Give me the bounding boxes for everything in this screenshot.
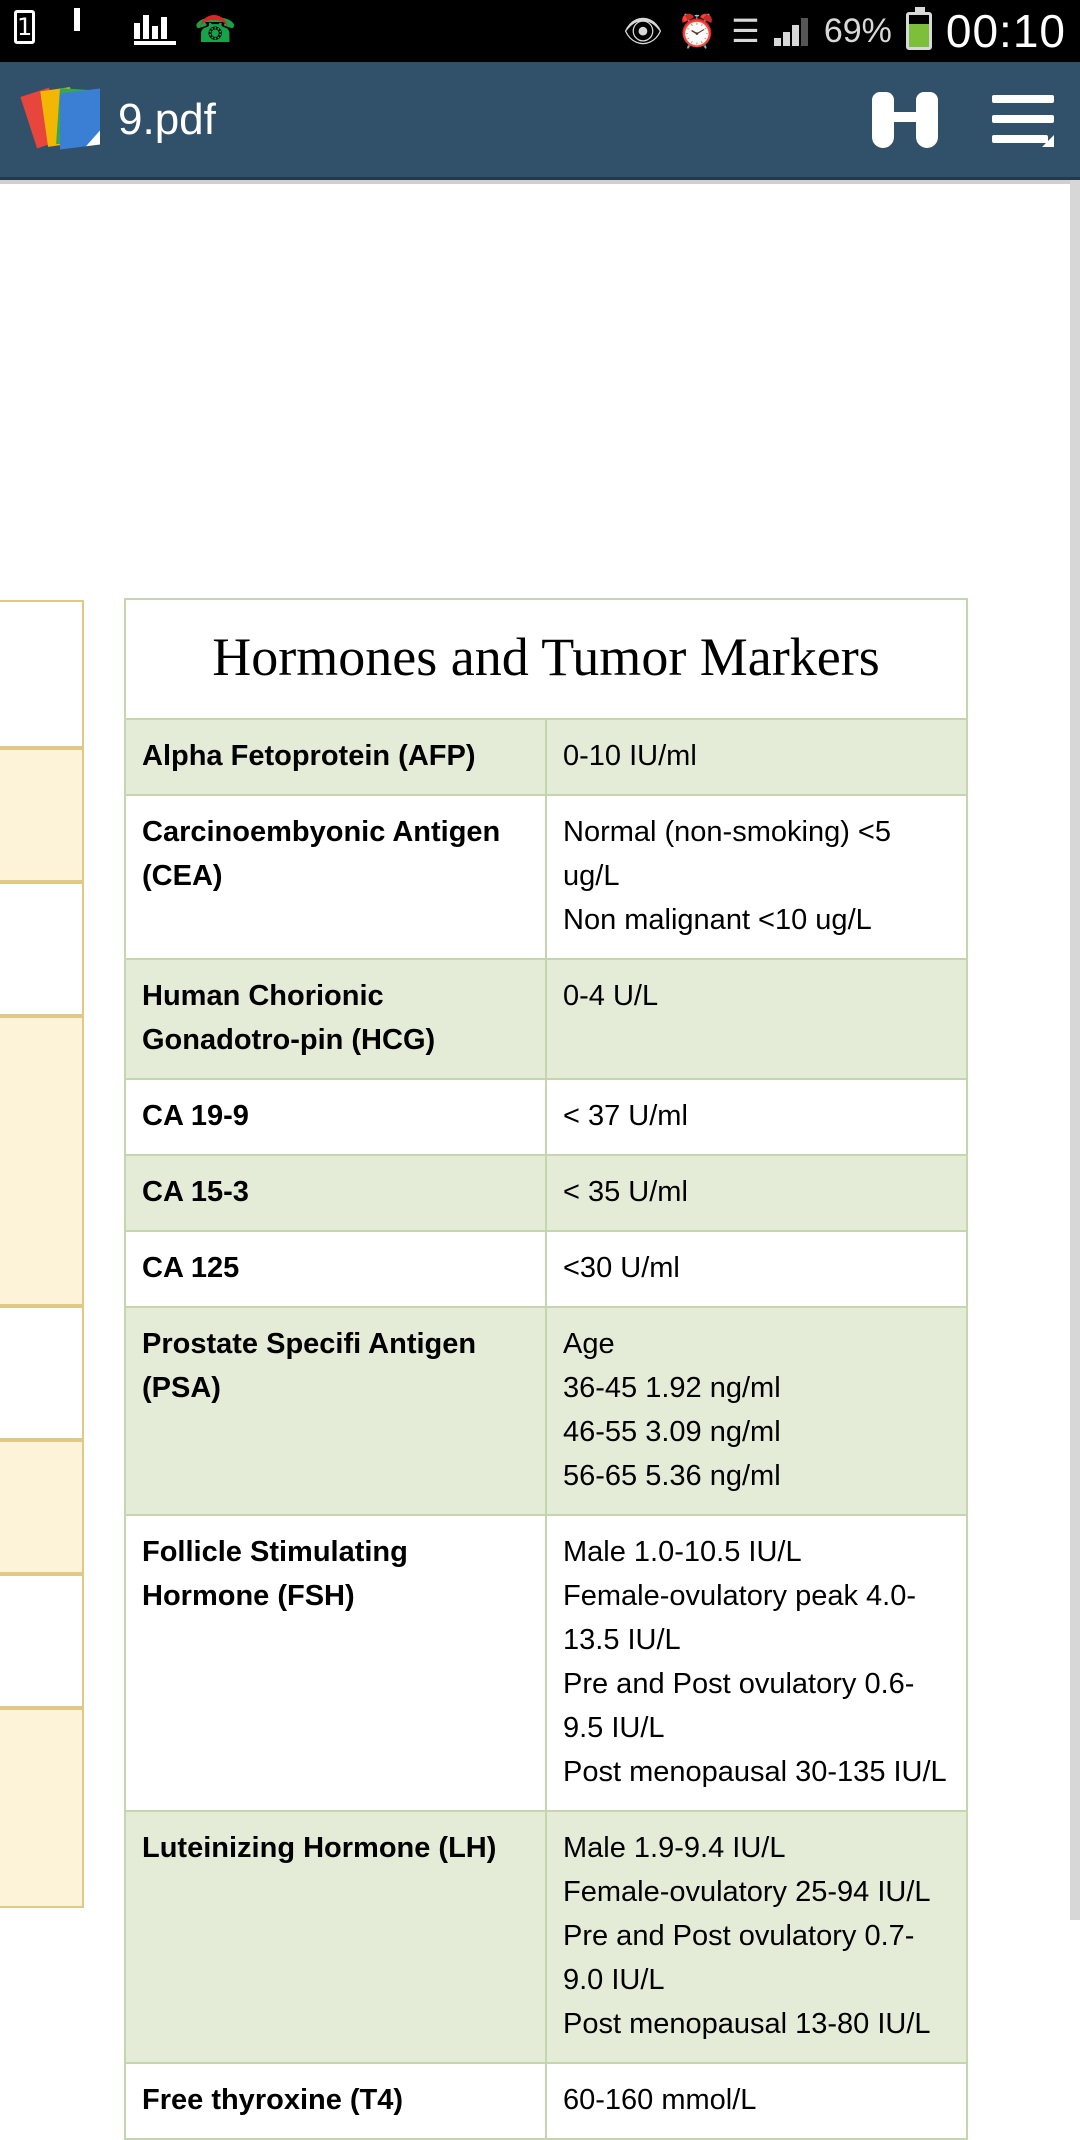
status-bar-left-icons [14, 11, 238, 51]
page-right-edge [1070, 180, 1080, 1920]
missed-call-icon: ☎ [194, 11, 237, 51]
analyte-name-cell: Luteinizing Hormone (LH) [125, 1811, 546, 2063]
status-bar [0, 0, 1080, 62]
reference-range-line: Pre and Post ovulatory 0.7-9.0 IU/L [563, 1920, 915, 1996]
alarm-icon: ⏰ [677, 12, 718, 50]
binoculars-icon[interactable] [872, 92, 938, 148]
analyte-name-cell: Carcinoembyonic Antigen (CEA) [125, 795, 546, 959]
analyte-name-cell: CA 19-9 [125, 1079, 546, 1155]
analyte-name-cell: Alpha Fetoprotein (AFP) [125, 719, 546, 795]
reference-range-line: Female-ovulatory peak 4.0-13.5 IU/L [563, 1580, 916, 1656]
reference-range-cell [546, 1155, 967, 1231]
table-row [125, 1155, 967, 1231]
list-item [0, 600, 84, 748]
reference-range-line: Pre and Post ovulatory 0.6-9.5 IU/L [563, 1668, 915, 1744]
table-row [125, 959, 967, 1079]
reference-range-cell [546, 1515, 967, 1811]
list-item [0, 748, 84, 882]
reference-range-line: < 35 U/ml [563, 1176, 688, 1208]
reference-range-line: Non malignant <10 ug/L [563, 904, 872, 936]
table-row [125, 1811, 967, 2063]
reference-range-line: Post menopausal 13-80 IU/L [563, 2008, 931, 2040]
page-top-edge [0, 180, 1070, 184]
table-row [125, 1515, 967, 1811]
reference-range-line: Post menopausal 30-135 IU/L [563, 1756, 947, 1788]
analyte-name-cell: Prostate Specifi Antigen (PSA) [125, 1307, 546, 1515]
reference-range-cell [546, 2063, 967, 2139]
reference-range-line: 60-160 mmol/L [563, 2084, 757, 2116]
document-title: 9.pdf [118, 94, 216, 144]
wifi-icon: ☰ [731, 12, 760, 50]
reference-range-cell [546, 719, 967, 795]
reference-range-line: 36-45 1.92 ng/ml [563, 1372, 781, 1404]
list-item [0, 1440, 84, 1574]
table-row [125, 1079, 967, 1155]
analyte-name-cell: Human Chorionic Gonadotro-pin (HCG) [125, 959, 546, 1079]
reference-range-line: <30 U/ml [563, 1252, 680, 1284]
table-row [125, 719, 967, 795]
app-bar [0, 62, 1080, 180]
reference-range-cell [546, 1079, 967, 1155]
signal-icon [774, 16, 810, 46]
reference-range-line: Female-ovulatory 25-94 IU/L [563, 1876, 931, 1908]
pdf-page-viewport[interactable] [0, 180, 1080, 2116]
reference-range-line: < 37 U/ml [563, 1100, 688, 1132]
list-item [0, 1306, 84, 1440]
app-bar-actions [872, 92, 1054, 148]
reference-range-line: Male 1.9-9.4 IU/L [563, 1832, 786, 1864]
table-row [125, 795, 967, 959]
menu-icon[interactable] [992, 95, 1054, 145]
table-row [125, 2063, 967, 2139]
sim-1-icon: 1 [14, 11, 58, 51]
reference-range-line: Normal (non-smoking) <5 ug/L [563, 816, 891, 892]
table-title: Hormones and Tumor Markers [125, 599, 967, 719]
table-title-row [125, 599, 967, 719]
analyte-name-cell: Free thyroxine (T4) [125, 2063, 546, 2139]
equalizer-icon [134, 11, 178, 51]
reference-range-line: 56-65 5.36 ng/ml [563, 1460, 781, 1492]
pdf-reader-logo-icon [26, 83, 104, 157]
reference-range-line: 0-4 U/L [563, 980, 659, 1012]
reference-range-cell [546, 959, 967, 1079]
analyte-name-cell: Follicle Stimulating Hormone (FSH) [125, 1515, 546, 1811]
table-row [125, 1307, 967, 1515]
status-bar-right-icons [623, 4, 1066, 58]
reference-range-line: Age [563, 1328, 615, 1360]
list-item [0, 1574, 84, 1708]
reference-range-line: 46-55 3.09 ng/ml [563, 1416, 781, 1448]
reference-range-line: Male 1.0-10.5 IU/L [563, 1536, 802, 1568]
status-bar-clock: 00:10 [945, 5, 1066, 57]
battery-percent: 69% [823, 11, 892, 50]
list-item [0, 1016, 84, 1306]
analyte-name-cell: CA 15-3 [125, 1155, 546, 1231]
table-row [125, 1231, 967, 1307]
reference-range-line: 0-10 IU/ml [563, 740, 697, 772]
list-item [0, 1708, 84, 1908]
analyte-name-cell: CA 125 [125, 1231, 546, 1307]
reference-range-cell [546, 1307, 967, 1515]
eye-icon: 👁 [622, 12, 664, 50]
reference-range-cell [546, 795, 967, 959]
reference-range-cell [546, 1811, 967, 2063]
adjacent-table-partial [0, 600, 84, 1908]
gallery-icon [74, 11, 118, 51]
battery-icon [906, 12, 932, 50]
reference-range-cell [546, 1231, 967, 1307]
hormones-tumor-markers-table [124, 598, 968, 2140]
list-item [0, 882, 84, 1016]
